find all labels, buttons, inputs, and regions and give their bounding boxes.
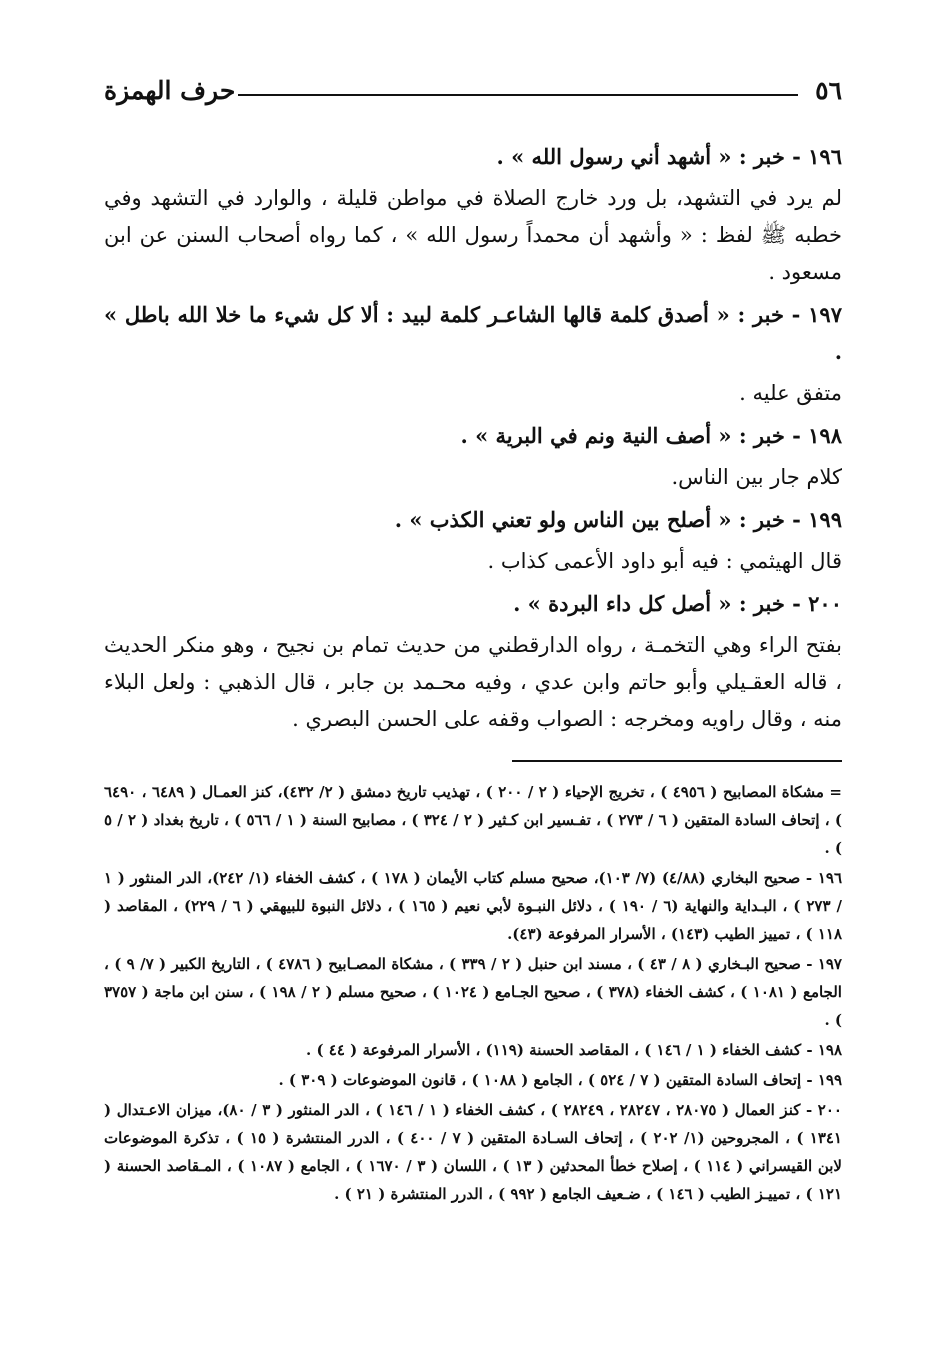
entry-196: ١٩٦ - خبر : « أشهد أني رسول الله » . — [496, 144, 842, 169]
entry-197: ١٩٧ - خبر : « أصدق كلمة قالها الشاعـر كلمة لبيد : ألا كل شيء ما خلا الله باطل » . — [104, 302, 842, 364]
comment-199: قال الهيثمي : فيه أبو داود الأعمى كذاب . — [487, 549, 842, 573]
book-page — [104, 70, 842, 1340]
footnote-199: ١٩٩ - إتحاف السادة المتقين ( ٧ / ٥٢٤ ) ، الجامع ( ١٠٨٨ ) ، قانون الموضوعات ( ٣٠٩ ) . — [278, 1071, 842, 1089]
comment-198: كلام جار بين الناس. — [671, 465, 842, 489]
comment-197: متفق عليه . — [739, 381, 842, 405]
entry-199: ١٩٩ - خبر : « أصلح بين الناس ولو تعني الكذب » . — [394, 507, 842, 532]
footnote-198: ١٩٨ - كشف الخفاء ( ١ / ١٤٦ ) ، المقاصد الحسنة (١١٩) ، الأسرار المرفوعة ( ٤٤ ) . — [306, 1041, 842, 1059]
chapter-title: حرف الهمزة — [104, 76, 236, 105]
comment-200: بفتح الراء وهي التخمـة ، رواه الدارقطني من حديث تمام بن نجيح ، وهو منكر الحديث ، قاله العقـيلي وأبو حاتم وابن عدي ، وفيه محـمد بن جابر ، قال الذهبي : ولعل البلاء منه ، وقال راويه ومخرجه : الصواب وقفه على الحسن البصري . — [104, 633, 842, 731]
entry-198: ١٩٨ - خبر : « أصف النية ونم في البرية » . — [460, 423, 842, 448]
header-rule — [238, 94, 798, 96]
comment-196: لم يرد في التشهد، بل ورد خارج الصلاة في مواطن قليلة ، والوارد في التشهد وفي خطبه ﷺ لفظ : « وأشهد أن محمداً رسول الله » ، كما رواه أصحاب السنن عن ابن مسعود . — [104, 186, 842, 284]
footnote-rule — [512, 760, 842, 762]
footnote-continued: = مشكاة المصابيح ( ٤٩٥٦ ) ، تخريج الإحياء ( ٢ / ٢٠٠ ) ، تهذيب تاريخ دمشق ( ٢/ ٤٣٢)، كنز العمـال ( ٦٤٨٩ ، ٦٤٩٠ ) ، إتحاف السادة المتقين ( ٦ / ٢٧٣ ) ، تفـسير ابن كـثير ( ٢ / ٣٢٤ ) ، مصابيح السنة ( ١ / ٥٦٦ ) ، تاريخ بغداد ( ٢ / ٥ ) . — [104, 783, 842, 857]
footnote-200: ٢٠٠ - كنز العمال ( ٢٨٠٧٥ ، ٢٨٢٤٧ ، ٢٨٢٤٩ ) ، كشف الخفاء ( ١ / ١٤٦ ) ، الدر المنثور ( ٣ / ٨٠)، ميزان الاعـتدال ( ١٣٤١ ) ، المجروحين (١/ ٢٠٢ ) ، إتحاف السـادة المتقين ( ٧ / ٤٠٠ ) ، الدرر المنتشرة ( ١٥ ) ، تذكرة الموضوعات لابن القيسراني ( ١١٤ ) ، إصلاح خطأ المحدثين ( ١٣ ) ، اللسان ( ٣ / ١٦٧٠ ) ، الجامع ( ١٠٨٧ ) ، المـقاصد الحسنة ( ١٢١ ) ، تمييـز الطيب ( ١٤٦ ) ، ضـعيف الجامع ( ٩٩٢ ) ، الدرر المنتشرة ( ٢١ ) . — [104, 1101, 842, 1203]
entry-200: ٢٠٠ - خبر : « أصل كل داء البردة » . — [513, 591, 842, 616]
footnote-197: ١٩٧ - صحيح البـخاري ( ٨ / ٤٣ ) ، مسند ابن حنبل ( ٢ / ٣٣٩ ) ، مشكاة المصـابيح ( ٤٧٨٦ ) ، التاريخ الكبير ( ٧/ ٩ ) ، الجامع ( ١٠٨١ ) ، كشف الخفاء (٣٧٨ ) ، صحيح الجـامع ( ١٠٢٤ ) ، صحيح مسلم ( ٢ / ١٩٨ ) ، سنن ابن ماجة ( ٣٧٥٧ ) . — [104, 955, 842, 1029]
page-number: ٥٦ — [815, 76, 842, 105]
main-text — [104, 138, 842, 738]
running-head — [104, 70, 842, 114]
footnote-196: ١٩٦ - صحيح البخاري (٤/٨٨) (٧/ ١٠٣)، صحيح مسلم كتاب الأيمان ( ١٧٨ ) ، كشف الخفاء (١/ ٢٤٢)، الدر المنثور ( ١ / ٢٧٣ ) ، البـداية والنهاية (٦ / ١٩٠ ) ، دلائل النبـوة لأبي نعيم ( ١٦٥ ) ، دلائل النبوة للبيهقي ( ٦ / ٢٢٩) ، المقاصد ( ١١٨ ) ، تمييز الطيب (١٤٣) ، الأسرار المرفوعة (٤٣). — [104, 869, 843, 943]
footnotes — [104, 778, 842, 1208]
